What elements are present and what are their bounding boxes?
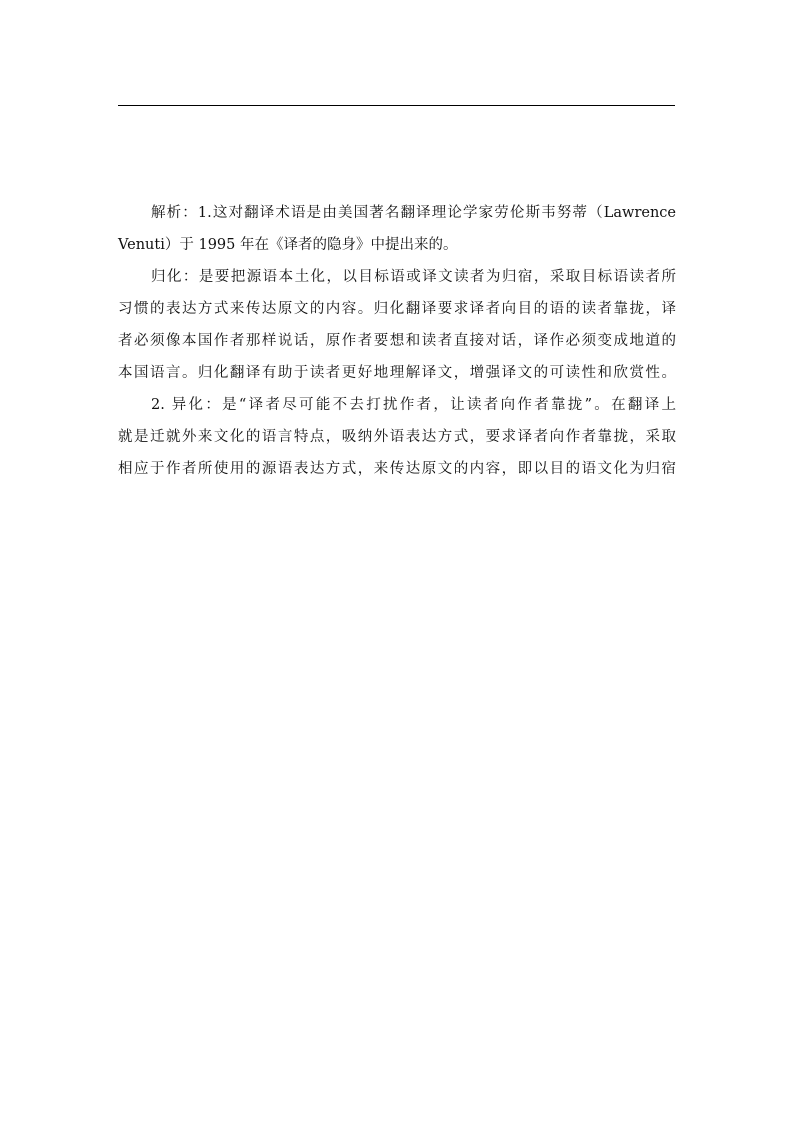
paragraph-analysis: [118, 197, 676, 261]
text-line: 就是迁就外来文化的语言特点，吸纳外语表达方式，要求译者向作者靠拢，采取: [118, 429, 676, 445]
paragraph-domestication: [118, 261, 676, 389]
text-line: 归化：是要把源语本土化，以目标语或译文读者为归宿，采取目标语读者所: [151, 269, 676, 285]
document-body: [118, 197, 676, 485]
text-line: 2. 异化：是“译者尽可能不去打扰作者，让读者向作者靠拢”。在翻译上: [151, 397, 676, 413]
text-line: 习惯的表达方式来传达原文的内容。归化翻译要求译者向目的语的读者靠拢，译: [118, 301, 676, 317]
header-rule: [118, 105, 675, 106]
text-line: 本国语言。归化翻译有助于读者更好地理解译文，增强译文的可读性和欣赏性。: [118, 365, 676, 381]
text-line: 解析：1.这对翻译术语是由美国著名翻译理论学家劳伦斯韦努蒂（Lawrence: [151, 205, 676, 221]
text-line: 者必须像本国作者那样说话，原作者要想和读者直接对话，译作必须变成地道的: [118, 333, 676, 349]
text-line: Venuti）于 1995 年在《译者的隐身》中提出来的。: [118, 237, 458, 253]
text-line: 相应于作者所使用的源语表达方式，来传达原文的内容，即以目的语文化为归宿: [118, 461, 676, 477]
paragraph-foreignization: [118, 389, 676, 485]
